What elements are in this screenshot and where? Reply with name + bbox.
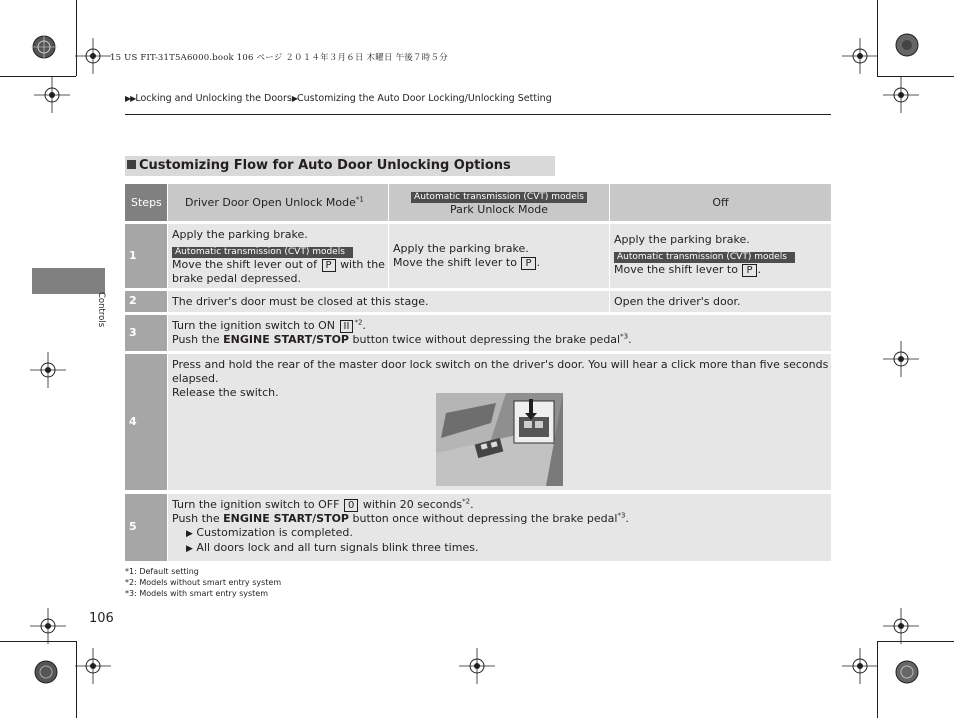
print-header: 15 US FIT-31T5A6000.book 106 ページ ２０１４年３月６日 木曜日 午後７時５分 — [110, 53, 448, 63]
footnote: *2: Models without smart entry system — [125, 578, 282, 587]
crop-line — [0, 76, 76, 77]
row2-off: Open the driver's door. — [610, 291, 831, 312]
header-off: Off — [610, 184, 831, 221]
cvt-badge: Automatic transmission (CVT) models — [172, 247, 353, 258]
door-lock-switch-illustration — [436, 393, 563, 486]
crosshair-bottom-left-a — [28, 606, 68, 646]
footnote: *3: Models with smart entry system — [125, 589, 269, 598]
step-number-5: 5 — [125, 494, 167, 561]
crop-line — [76, 641, 77, 718]
crosshair-top-left-b — [32, 75, 72, 115]
double-arrow-icon: ▶▶ — [125, 94, 136, 103]
crosshair-bottom-right-b — [840, 646, 880, 686]
result-arrow-icon: ▶ — [186, 544, 193, 554]
crosshair-bottom-left-b — [73, 646, 113, 686]
registration-mark-top-left — [24, 27, 64, 67]
crop-line — [877, 76, 954, 77]
footnotes — [125, 566, 281, 599]
crosshair-top-left-a — [73, 36, 113, 76]
side-tab — [32, 268, 105, 294]
row5-content: Turn the ignition switch to OFF 0 within 20 seconds$^{*2}$. Push the ENGINE START/STOP button once without depressing the brake pedal$^{*3}$. ▶ Customization is completed. ▶ All doors lock and all turn signals blink three times. — [168, 494, 831, 561]
crosshair-top-right-a — [840, 36, 880, 76]
header-driver-door-mode: Driver Door Open Unlock Mode$^{*1}$ — [168, 184, 388, 221]
page-number: 106 — [89, 611, 114, 626]
header-rule — [125, 114, 831, 115]
crosshair-mid-left — [28, 350, 68, 390]
row1-park-unlock: Apply the parking brake. Move the shift lever to P . — [389, 224, 609, 288]
step-number-1: 1 — [125, 224, 167, 288]
step-number-4: 4 — [125, 354, 167, 490]
breadcrumb-current: Customizing the Auto Door Locking/Unlocking Setting — [297, 93, 552, 104]
cvt-badge: Automatic transmission (CVT) models — [411, 192, 587, 203]
section-title: Customizing Flow for Auto Door Unlocking Options — [139, 158, 511, 173]
row1-off: Apply the parking brake. Automatic transmission (CVT) models Move the shift lever to P . — [610, 224, 831, 288]
crop-line — [0, 641, 76, 642]
crop-line — [877, 641, 954, 642]
section-heading — [125, 156, 555, 176]
breadcrumb-parent[interactable]: Locking and Unlocking the Doors — [135, 93, 292, 104]
row3-content: Turn the ignition switch to ON II $^{*2}$. Push the ENGINE START/STOP button twice without depressing the brake pedal$^{*3}$. — [168, 315, 831, 351]
breadcrumb — [125, 93, 552, 104]
footnote: *1: Default setting — [125, 567, 199, 576]
crosshair-bottom-right-a — [881, 606, 921, 646]
park-key-icon: P — [521, 257, 535, 270]
side-tab-label: Controls — [96, 292, 106, 328]
ignition-off-key-icon: 0 — [344, 499, 358, 512]
result-arrow-icon: ▶ — [186, 529, 193, 539]
row1-driver-door: Apply the parking brake. Automatic transmission (CVT) models Move the shift lever out of P with the brake pedal depressed. — [168, 224, 388, 288]
registration-mark-bottom-right — [887, 652, 927, 692]
crop-line — [76, 0, 77, 76]
park-key-icon: P — [742, 264, 756, 277]
square-bullet-icon — [127, 160, 136, 169]
park-key-icon: P — [322, 259, 336, 272]
crosshair-top-right-b — [881, 75, 921, 115]
header-steps: Steps — [125, 184, 167, 221]
registration-mark-bottom-left — [26, 652, 66, 692]
ignition-on-key-icon: II — [340, 320, 354, 333]
row4-content: Press and hold the rear of the master door lock switch on the driver's door. You will hear a click more than five seconds elapsed. Release the switch. — [168, 354, 831, 490]
step-number-2: 2 — [125, 291, 167, 312]
crosshair-mid-right — [881, 339, 921, 379]
registration-mark-top-right — [887, 25, 927, 65]
step-number-3: 3 — [125, 315, 167, 351]
cvt-badge: Automatic transmission (CVT) models — [614, 252, 795, 263]
arrow-icon: ▶ — [291, 94, 298, 103]
row2-door-closed: The driver's door must be closed at this stage. — [168, 291, 609, 312]
crop-line — [877, 0, 878, 76]
crosshair-bottom-center — [457, 646, 497, 686]
header-park-unlock-mode: Automatic transmission (CVT) models Park Unlock Mode — [389, 184, 609, 221]
crop-line — [877, 641, 878, 718]
